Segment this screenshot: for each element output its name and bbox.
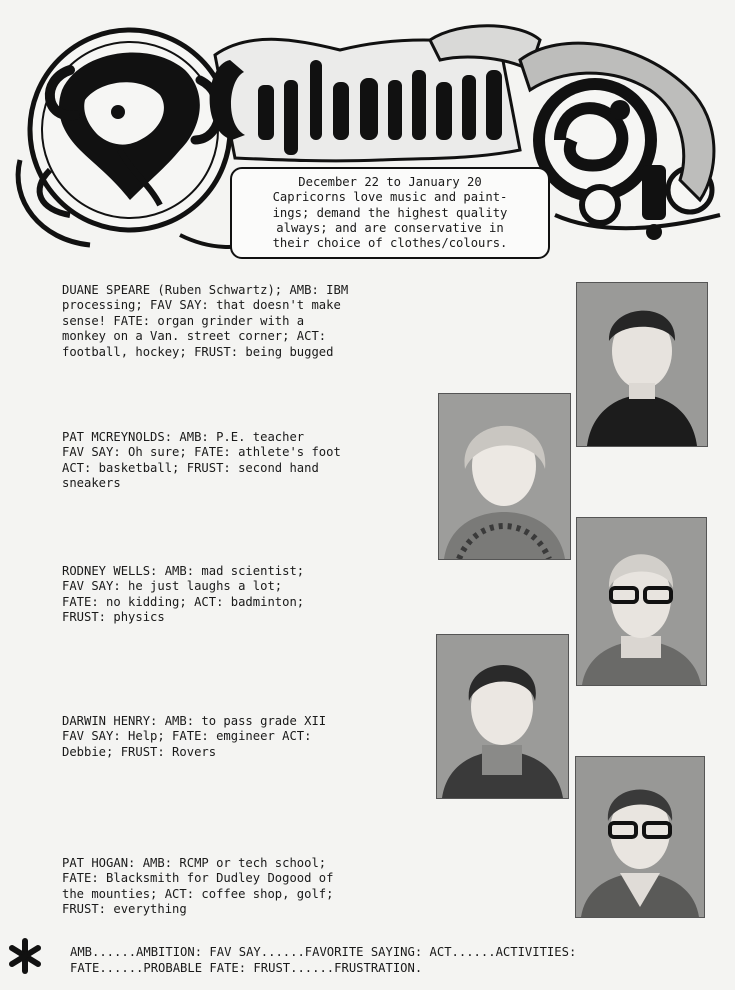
intro-line: ings; demand the highest quality xyxy=(272,205,508,220)
student-bio xyxy=(62,714,362,760)
student-bio xyxy=(62,430,362,492)
bio-line: football, hockey; FRUST: being bugged xyxy=(62,344,334,359)
bio-line: Debbie; FRUST: Rovers xyxy=(62,744,217,759)
intro-line: Capricorns love music and paint- xyxy=(272,190,508,205)
bio-line: the mounties; ACT: coffee shop, golf; xyxy=(62,886,334,901)
legend-line: FATE......PROBABLE FATE: FRUST......FRUSTRATION. xyxy=(70,961,423,975)
student-bio xyxy=(62,283,362,360)
goat-medallion-icon xyxy=(30,30,230,230)
bio-line: FRUST: everything xyxy=(62,902,187,917)
asterisk-icon xyxy=(7,938,43,974)
bio-line: sense! FATE: organ grinder with a xyxy=(62,313,305,328)
intro-line: always; and are conservative in xyxy=(276,220,504,235)
bio-line: RODNEY WELLS: AMB: mad scientist; xyxy=(62,564,305,578)
bio-line: FAV SAY: Help; FATE: emgineer ACT: xyxy=(62,729,312,744)
student-portrait-icon xyxy=(576,282,708,447)
bio-line: DUANE SPEARE (Ruben Schwartz); AMB: IBM xyxy=(62,283,349,297)
student-portrait-icon xyxy=(576,517,707,686)
student-portrait-icon xyxy=(436,634,569,799)
intro-line: their choice of clothes/colours. xyxy=(272,236,508,251)
abbreviation-legend xyxy=(70,944,576,976)
bio-line: DARWIN HENRY: AMB: to pass grade XII xyxy=(62,714,327,728)
bio-line: PAT HOGAN: AMB: RCMP or tech school; xyxy=(62,856,327,870)
bio-line: FRUST: physics xyxy=(62,610,165,625)
bio-line: monkey on a Van. street corner; ACT: xyxy=(62,329,327,344)
bio-line: FAV SAY: Oh sure; FATE: athlete's foot xyxy=(62,445,341,460)
bio-line: FAV SAY: he just laughs a lot; xyxy=(62,579,283,594)
sign-description-box xyxy=(230,167,550,259)
intro-line: December 22 to January 20 xyxy=(298,175,482,189)
student-portrait-icon xyxy=(575,756,705,918)
bio-line: FATE: no kidding; ACT: badminton; xyxy=(62,594,305,609)
bio-line: sneakers xyxy=(62,476,121,491)
student-bio xyxy=(62,564,362,626)
student-bio xyxy=(62,856,362,918)
legend-line: AMB......AMBITION: FAV SAY......FAVORITE SAYING: ACT......ACTIVITIES: xyxy=(70,945,577,959)
student-portrait-icon xyxy=(438,393,571,560)
bio-line: PAT MCREYNOLDS: AMB: P.E. teacher xyxy=(62,430,305,444)
bio-line: ACT: basketball; FRUST: second hand xyxy=(62,460,319,475)
bio-line: FATE: Blacksmith for Dudley Dogood of xyxy=(62,871,334,886)
bio-line: processing; FAV SAY: that doesn't make xyxy=(62,298,341,313)
